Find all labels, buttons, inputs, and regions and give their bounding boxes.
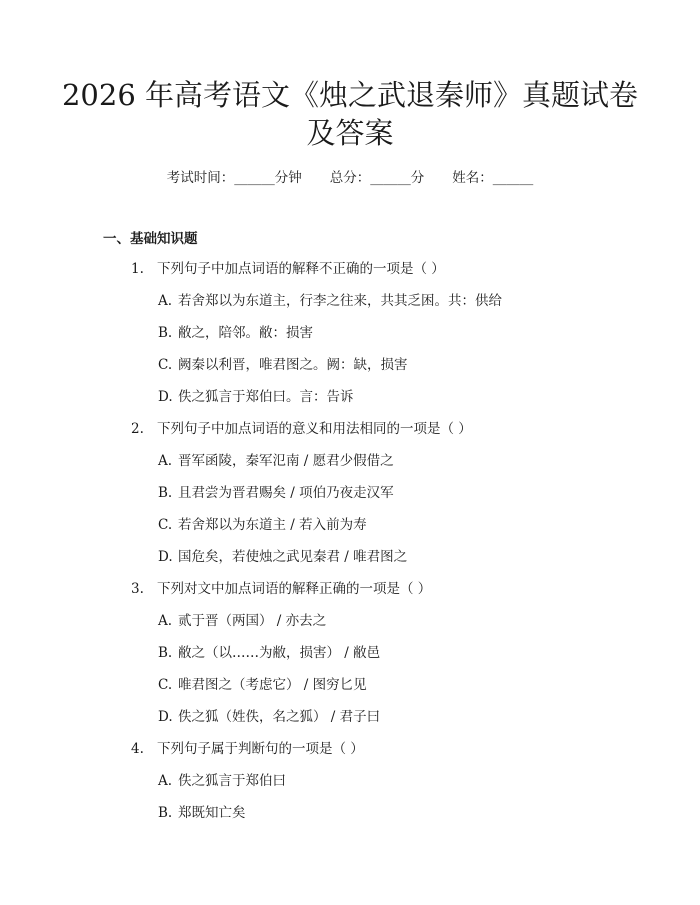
time-unit: 分钟 bbox=[274, 170, 302, 186]
option-3d bbox=[158, 707, 380, 727]
option-4a bbox=[158, 771, 286, 791]
option-1d bbox=[158, 387, 354, 407]
option-text: 且君尝为晋君赐矣 / 项伯乃夜走汉军 bbox=[178, 485, 394, 501]
option-3c bbox=[158, 675, 367, 695]
option-text: 佚之狐（姓佚，名之狐） / 君子曰 bbox=[178, 709, 381, 725]
option-2d bbox=[158, 547, 407, 567]
option-label: D. bbox=[158, 389, 173, 405]
option-text: 阙秦以利晋，唯君图之。阙：缺，损害 bbox=[178, 357, 408, 373]
option-label: A. bbox=[158, 453, 173, 469]
option-text: 唯君图之（考虑它） / 图穷匕见 bbox=[178, 677, 367, 693]
option-text: 若舍郑以为东道主 / 若入前为寿 bbox=[178, 517, 367, 533]
option-label: B. bbox=[158, 325, 173, 341]
option-text: 佚之狐言于郑伯曰。言：告诉 bbox=[178, 389, 354, 405]
option-label: D. bbox=[158, 549, 173, 565]
score-blank: ______ bbox=[370, 170, 411, 186]
score-label: 总分： bbox=[329, 170, 371, 186]
option-2c bbox=[158, 515, 367, 535]
option-label: A. bbox=[158, 613, 173, 629]
option-label: C. bbox=[158, 517, 173, 533]
option-1b bbox=[158, 323, 313, 343]
option-label: C. bbox=[158, 357, 173, 373]
question-3 bbox=[131, 579, 431, 599]
name-blank: ______ bbox=[492, 170, 534, 186]
option-label: B. bbox=[158, 485, 173, 501]
question-1 bbox=[131, 259, 445, 279]
option-4b bbox=[158, 803, 246, 823]
question-number: 1. bbox=[131, 261, 144, 277]
option-3b bbox=[158, 643, 380, 663]
option-1a bbox=[158, 291, 502, 311]
question-2 bbox=[131, 419, 472, 439]
exam-meta-line bbox=[0, 168, 700, 188]
option-1c bbox=[158, 355, 408, 375]
option-text: 郑既知亡矣 bbox=[178, 805, 246, 821]
option-text: 若舍郑以为东道主，行李之往来，共其乏困。共：供给 bbox=[178, 293, 502, 309]
option-text: 国危矣，若使烛之武见秦君 / 唯君图之 bbox=[178, 549, 408, 565]
option-label: C. bbox=[158, 677, 173, 693]
option-label: B. bbox=[158, 805, 173, 821]
option-3a bbox=[158, 611, 326, 631]
option-2b bbox=[158, 483, 394, 503]
option-2a bbox=[158, 451, 394, 471]
option-text: 佚之狐言于郑伯曰 bbox=[178, 773, 286, 789]
time-label: 考试时间： bbox=[166, 170, 235, 186]
option-label: B. bbox=[158, 645, 173, 661]
question-text: 下列句子属于判断句的一项是（ ） bbox=[157, 741, 364, 757]
title-line-1: 2026 年高考语文《烛之武退秦师》真题试卷 bbox=[61, 78, 639, 112]
option-label: D. bbox=[158, 709, 173, 725]
option-text: 敝之（以……为敝，损害） / 敝邑 bbox=[178, 645, 381, 661]
option-text: 晋军函陵，秦军氾南 / 愿君少假借之 bbox=[178, 453, 394, 469]
question-4 bbox=[131, 739, 364, 759]
option-label: A. bbox=[158, 773, 173, 789]
option-text: 贰于晋（两国） / 亦去之 bbox=[178, 613, 327, 629]
question-number: 4. bbox=[131, 741, 144, 757]
question-text: 下列句子中加点词语的解释不正确的一项是（ ） bbox=[157, 261, 445, 277]
name-label: 姓名： bbox=[452, 170, 493, 186]
exam-title bbox=[60, 76, 640, 152]
section-heading: 一、基础知识题 bbox=[103, 231, 198, 247]
question-number: 3. bbox=[131, 581, 144, 597]
time-blank: ______ bbox=[234, 170, 275, 186]
question-number: 2. bbox=[131, 421, 144, 437]
question-text: 下列句子中加点词语的意义和用法相同的一项是（ ） bbox=[157, 421, 472, 437]
option-label: A. bbox=[158, 293, 173, 309]
question-text: 下列对文中加点词语的解释正确的一项是（ ） bbox=[157, 581, 432, 597]
title-line-2: 及答案 bbox=[306, 116, 394, 150]
score-unit: 分 bbox=[410, 170, 425, 186]
option-text: 敝之，陪邻。敝：损害 bbox=[178, 325, 313, 341]
